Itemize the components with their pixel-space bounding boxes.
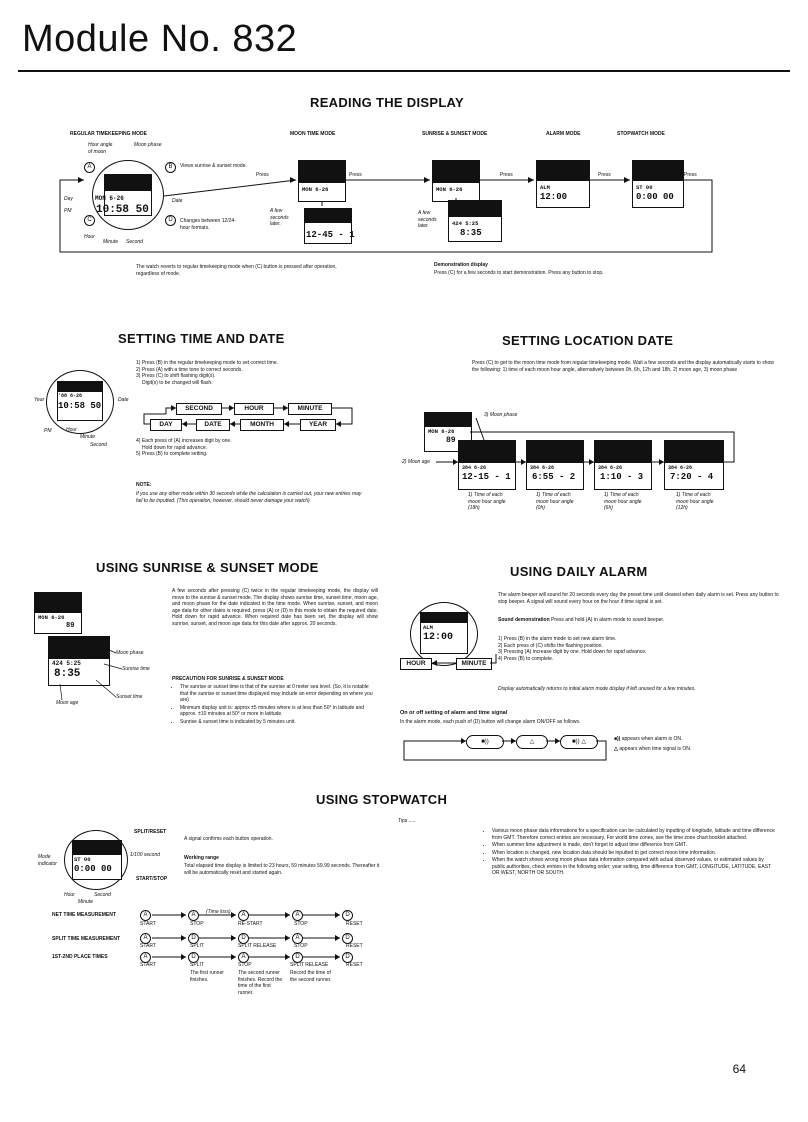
split-step-3: SPLIT RELEASE: [238, 943, 277, 949]
seq-place-d2: D: [292, 952, 303, 963]
sun-display-2-rise: 424 5:25: [452, 220, 479, 227]
moon-display-2-time: 12-45 - 1: [306, 230, 355, 240]
seq-split-a2: A: [292, 933, 303, 944]
setting-step-1: 1) Press (B) in the regular timekeeping mode to set correct time.: [136, 360, 279, 366]
moon-phase-step: 3) Moon phase: [484, 412, 518, 418]
tip-2: • When summer time adjustment is made, don't forget to adjust time difference from GMT.: [492, 842, 776, 849]
split-step-5: RESET: [346, 943, 363, 949]
split-reset-label: SPLIT/RESET: [134, 829, 167, 835]
cycle-second: SECOND: [176, 403, 222, 415]
setting-second-label: Second: [90, 442, 107, 448]
button-c[interactable]: C: [84, 215, 95, 226]
moon-phase-label: Moon phase: [134, 142, 162, 148]
button-b[interactable]: B: [165, 162, 176, 173]
mode-sunrise-label: SUNRISE & SUNSET MODE: [422, 131, 488, 137]
alarm-sound-demo: Sound demonstration Press and hold (A) in alarm mode to sound beeper.: [498, 617, 665, 623]
demo-text: Press (C) for a few seconds to start demonstration. Press any button to stop.: [434, 270, 604, 276]
net-time-label: NET TIME MEASUREMENT: [52, 912, 116, 918]
setting-step-3-note: Digit(s) to be changed will flash.: [142, 379, 213, 386]
hundredth-label: 1/100 second: [130, 852, 161, 858]
setting-step-4-note: Hold down for rapid advance.: [142, 444, 208, 451]
place-step-2: SPLIT: [190, 962, 204, 968]
cycle-hour: HOUR: [234, 403, 274, 415]
press-c-5: Press: [684, 172, 697, 178]
start-stop-label: START/STOP: [136, 876, 168, 882]
sunrise-time-label: Sunrise time: [122, 666, 150, 672]
tip-3: • When location is changed, new location data should be inputted to get correct moon time information.: [492, 850, 776, 857]
stopwatch-mode-top: ST 00: [636, 184, 653, 191]
sunrise-moon-age-label: Moon age: [56, 700, 79, 706]
alarm-mode-top: ALM: [540, 184, 550, 191]
alarm-cycle-minute: MINUTE: [456, 658, 492, 670]
few-seconds-label-1: A few seconds later.: [270, 208, 289, 227]
location-screen-3-top: 384 6-26: [598, 465, 623, 471]
precaution-title: PRECAUTION FOR SUNRISE & SUNSET MODE: [172, 676, 284, 682]
hour-angle-label: Hour angle of moon: [88, 142, 113, 155]
place-note-2: The second runner finishes. Record the time of the first runner.: [238, 970, 283, 996]
stopwatch-second-label: Second: [94, 892, 111, 898]
regular-date-readout: MON 6-26: [95, 195, 124, 202]
alarm-step-1: 1) Press (B) in the alarm mode to set new alarm time.: [498, 636, 617, 642]
seq-net-a2: A: [188, 910, 199, 921]
button-d[interactable]: D: [165, 215, 176, 226]
alarm-heading: USING DAILY ALARM: [510, 564, 648, 579]
setting-hour-label: Hour: [66, 427, 77, 433]
setting-pm-label: PM: [44, 428, 52, 434]
tip-1: • Various moon phase data informations for a specification can be calculated by inputting of longitude, latitude and time difference from GMT. Therefore correct entries are necessary. For world time zones, see the time zone chart booklet attached.: [492, 828, 776, 841]
net-step-1: START: [140, 921, 156, 927]
alarm-state-both-on: ■)) △: [560, 735, 598, 749]
date-label: Date: [172, 198, 183, 204]
location-screen-4-top: 384 6-26: [668, 465, 693, 471]
alarm-watch-top: ALM: [423, 624, 433, 631]
mode-moon-label: MOON TIME MODE: [290, 131, 336, 137]
cycle-minute: MINUTE: [288, 403, 332, 415]
sunset-time-label: Sunset time: [116, 694, 143, 700]
place-step-4: SPLIT RELEASE: [290, 962, 329, 968]
cycle-date: DATE: [196, 419, 230, 431]
cycle-year: YEAR: [300, 419, 336, 431]
setting-watch-top: '88 6-26: [58, 393, 83, 399]
seq-place-d3: D: [342, 952, 353, 963]
alarm-legend-1: ■)) appears when alarm is ON.: [614, 736, 683, 742]
minute-label: Minute: [103, 239, 119, 245]
seq-net-d: D: [342, 910, 353, 921]
place-times-label: 1ST-2ND PLACE TIMES: [52, 954, 108, 960]
net-time-loss-note: (Time loss): [206, 909, 231, 915]
sunrise-display-1-top: MON 6-26: [38, 614, 65, 621]
moon-age-step: 2) Moon age: [402, 459, 431, 465]
mode-indicator-label: Mode indicator: [38, 854, 57, 867]
location-intro: Press (C) to get to the moon time mode from regular timekeeping mode. Wait a few seconds and the display automatically starts to show the following: 1) time of each moon hour angle, alternatively between 0h, 6h, 12h and 18h, 2) moon age, 3) moon phase: [472, 360, 774, 373]
split-step-1: START: [140, 943, 156, 949]
working-range-title: Working range: [184, 855, 219, 861]
alarm-state-signal-on: △: [516, 735, 548, 749]
stopwatch-mode-time: 0:00 00: [636, 192, 674, 202]
net-step-5: RESET: [346, 921, 363, 927]
alarm-onoff-title: On or off setting of alarm and time signal: [400, 710, 508, 716]
alarm-mode-time: 12:00: [540, 192, 568, 202]
sun-display-1-top: MON 6-26: [436, 186, 463, 193]
sunrise-text: A few seconds after pressing (C) twice in the regular timekeeping mode, the display will move to the sunrise & sunset mode. The display shows sunrise time, sunset time, moon age, and moon phase for the date indicated in the time mode. When sunrise, sunset, and moon age data for other dates is required, press (A) or (D) in this mode to obtain the required date. Hold down for rapid advance. When required date has been set, the display will show sunrise, sunset, and moon age data for this date after approx. 20 seconds.: [172, 588, 378, 627]
second-label: Second: [126, 239, 143, 245]
page-number: 64: [732, 1062, 746, 1076]
seq-split-d1: D: [188, 933, 199, 944]
location-cap-2: 1) Time of each moon hour angle (0h): [536, 492, 574, 511]
place-step-3: STOP: [238, 962, 252, 968]
alarm-cycle-hour: HOUR: [400, 658, 432, 670]
mode-stopwatch-label: STOPWATCH MODE: [617, 131, 665, 137]
stopwatch-tips: Tips .....: [398, 818, 416, 824]
sun-display-2-set: 8:35: [460, 228, 482, 238]
seq-net-a1: A: [140, 910, 151, 921]
seq-place-a1: A: [140, 952, 151, 963]
press-c-2: Press: [349, 172, 362, 178]
split-step-2: SPLIT: [190, 943, 204, 949]
setting-time-heading: SETTING TIME AND DATE: [118, 331, 285, 346]
page-title: Module No. 832: [22, 18, 298, 60]
stopwatch-minute-label: Minute: [78, 899, 94, 905]
stopwatch-watch-top: ST 00: [74, 856, 91, 863]
location-heading: SETTING LOCATION DATE: [502, 333, 674, 348]
precaution-bullet-1: • The sunrise or sunset time is that of the sunrise at 0 meter sea level. (So, it is notable that the sunrise or sunset time displayed may include an error depending on where you are): [180, 684, 378, 704]
alarm-step-4: 4) Press (B) to complete.: [498, 655, 554, 662]
place-step-5: RESET: [346, 962, 363, 968]
split-time-label: SPLIT TIME MEASUREMENT: [52, 936, 121, 942]
alarm-watch-time: 12:00: [423, 632, 454, 643]
cycle-month: MONTH: [240, 419, 284, 431]
location-start-mid: 89: [446, 436, 456, 445]
changes-between-note: Changes between 12/24-hour formats.: [180, 218, 236, 231]
split-step-4: STOP: [294, 943, 308, 949]
alarm-legend-2: △ appears when time signal is ON.: [614, 746, 692, 752]
press-c-4: Press: [598, 172, 611, 178]
stopwatch-heading: USING STOPWATCH: [316, 792, 448, 807]
location-start-top: MON 6-26: [428, 428, 455, 435]
stopwatch-hour-label: Hour: [64, 892, 75, 898]
button-a[interactable]: A: [84, 162, 95, 173]
location-screen-4-bot: 7:20 - 4: [670, 472, 714, 482]
pm-label: PM: [64, 208, 72, 214]
sunrise-display-2-rise: 424 5:25: [52, 660, 81, 667]
setting-note-title: NOTE:: [136, 482, 152, 488]
place-note-1: The first runner finishes.: [190, 970, 224, 983]
views-sunrise-note: Views sunrise & sunset mode.: [180, 163, 247, 169]
location-cap-1: 1) Time of each moon hour angle (18h): [468, 492, 506, 511]
setting-step-5: 5) Press (B) to complete setting.: [136, 451, 208, 457]
setting-minute-label: Minute: [80, 434, 96, 440]
location-cap-3: 1) Time of each moon hour angle (6h): [604, 492, 642, 511]
location-screen-1-bot: 12-15 - 1: [462, 472, 511, 482]
reading-heading: READING THE DISPLAY: [310, 95, 465, 110]
precaution-bullet-2: • Minimum display unit is: approx ±5 minutes where is at less than 50° in latitude and approx. ±10 minutes at 50° or more in latitude.: [180, 705, 378, 718]
year-label: Year: [34, 397, 45, 403]
tip-4: • When the watch shows wrong moon phase data information compared with actual observed values, or estimated values by public authorities, check entries in the following order; year setting, time difference from GMT, LONGITUDE, LATITUDE, EAST OR WEST, NORTH OR SOUTH.: [492, 857, 776, 877]
setting-step-3: 3) Press (C) to shift flashing digit(s).: [136, 373, 216, 379]
seq-net-a3: A: [238, 910, 249, 921]
alarm-step-2: 2) Each press of (C) shifts the flashing position.: [498, 642, 603, 649]
net-step-3: RE-START: [238, 921, 263, 927]
stopwatch-watch-time: 0:00 00: [74, 864, 112, 874]
seq-split-a1: A: [140, 933, 151, 944]
place-note-3: Record the time of the second runner.: [290, 970, 332, 983]
net-step-4: STOP: [294, 921, 308, 927]
seq-place-d1: D: [188, 952, 199, 963]
setting-note-text: If you use any other mode within 30 seconds while the calculation is carried out, your new entries may fail to be inputted. (This operation, however, should never damage your watch): [136, 491, 362, 504]
working-range-text: Total elapsed time display is limited to 23 hours, 59 minutes 59.99 seconds. Thereafter it will be automatically reset and started again.: [184, 863, 380, 876]
press-c-1: Press: [256, 172, 269, 178]
seq-split-d3: D: [342, 933, 353, 944]
few-seconds-label-2: A few seconds later.: [418, 210, 437, 229]
location-screen-2-top: 384 6-26: [530, 465, 555, 471]
hour-label: Hour: [84, 234, 95, 240]
stopwatch-signal-note: A signal confirms each button operation.: [184, 836, 273, 842]
place-step-1: START: [140, 962, 156, 968]
cycle-day: DAY: [150, 419, 182, 431]
setting-watch-time: 10:58 50: [58, 401, 102, 411]
alarm-auto-return: Display automatically returns to initial alarm mode display if left unused for a few minutes.: [498, 686, 696, 692]
day-label: Day: [64, 196, 73, 202]
regular-time-readout: 10:58 50: [96, 204, 149, 216]
sunrise-heading: USING SUNRISE & SUNSET MODE: [96, 560, 319, 575]
mode-regular-label: REGULAR TIMEKEEPING MODE: [70, 131, 147, 137]
seq-place-a2: A: [238, 952, 249, 963]
location-screen-2-bot: 6:55 - 2: [532, 472, 576, 482]
location-screen-3-bot: 1:10 - 3: [600, 472, 644, 482]
setting-date-label: Date: [118, 397, 129, 403]
precaution-bullet-3: • Sunrise & sunset time is indicated by 5 minutes unit.: [180, 719, 378, 726]
press-c-3: Press: [500, 172, 513, 178]
sunrise-display-1-mid: 89: [66, 622, 75, 630]
sunrise-display-2-set: 8:35: [54, 668, 81, 680]
location-cap-4: 1) Time of each moon hour angle (12h): [676, 492, 714, 511]
alarm-text: The alarm beeper will sound for 20 seconds every day the preset time until cleared when daily alarm is set. Press any button to stop beeper. A signal will sound every hour on the hour if time signal is set.: [498, 592, 779, 605]
mode-alarm-label: ALARM MODE: [546, 131, 581, 137]
moon-display-1-top: MON 6-26: [302, 186, 329, 193]
alarm-state-alarm-on: ■)): [466, 735, 504, 749]
stopwatch-tips-list: [484, 828, 776, 878]
seq-split-d2: D: [238, 933, 249, 944]
location-screen-1-top: 384 6-26: [462, 465, 487, 471]
alarm-onoff-text: In the alarm mode, each push of (D) button will change alarm ON/OFF as follows.: [400, 719, 581, 725]
alarm-step-3: 3) Pressing (A) increase digit by one. Hold down for rapid advance.: [498, 649, 647, 655]
sunrise-moon-phase-label: Moon phase: [116, 650, 144, 656]
setting-step-2: 2) Press (A) with a time tone to correct seconds.: [136, 366, 243, 373]
seq-net-a4: A: [292, 910, 303, 921]
reading-revert-note: The watch reverts to regular timekeeping mode when (C) button is pressed after operation, regardless of mode.: [136, 264, 337, 277]
net-step-2: STOP: [190, 921, 204, 927]
demo-title: Demonstration display: [434, 262, 488, 268]
setting-step-4: 4) Each press of (A) increases digit by one.: [136, 438, 232, 444]
